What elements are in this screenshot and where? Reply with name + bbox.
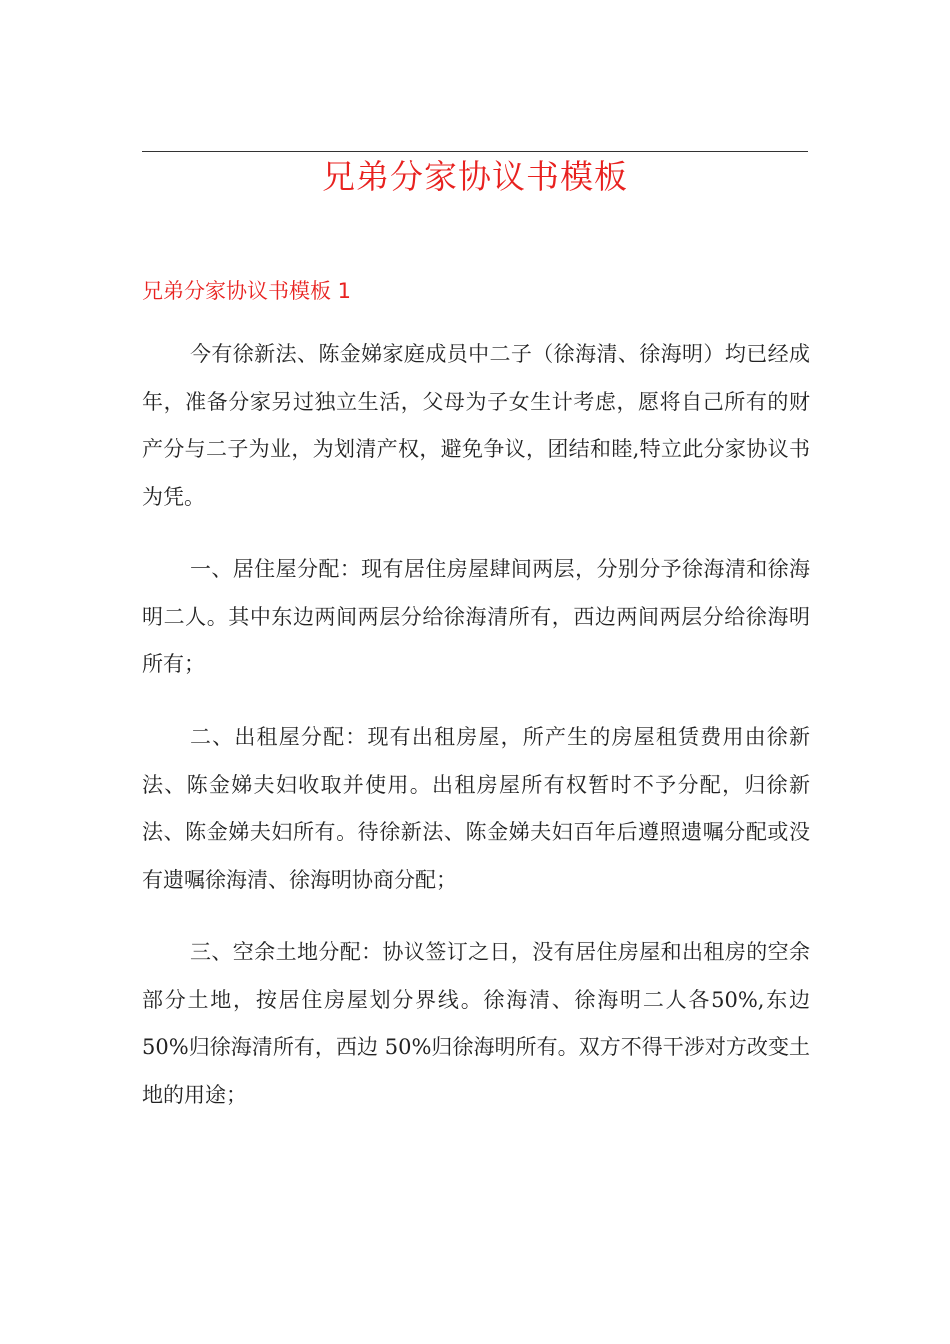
section-heading: 兄弟分家协议书模板 1 (142, 279, 352, 303)
paragraph-intro: 今有徐新法、陈金娣家庭成员中二子（徐海清、徐海明）均已经成年，准备分家另过独立生活，父母为子女生计考虑，愿将自己所有的财产分与二子为业，为划清产权，避免争议，团结和睦,特立此分家协议书为凭。 (142, 342, 810, 509)
document-title: 兄弟分家协议书模板 (322, 157, 628, 196)
paragraph-land-allocation: 三、空余土地分配：协议签订之日，没有居住房屋和出租房的空余部分土地，按居住房屋划分界线。徐海清、徐海明二人各50%,东边 50%归徐海清所有，西边 50%归徐海明所有。双方不得干涉对方改变土地的用途； (142, 940, 810, 1107)
paragraph-rental-allocation: 二、出租屋分配：现有出租房屋，所产生的房屋租赁费用由徐新法、陈金娣夫妇收取并使用。出租房屋所有权暂时不予分配，归徐新法、陈金娣夫妇所有。待徐新法、陈金娣夫妇百年后遵照遗嘱分配或没有遗嘱徐海清、徐海明协商分配； (142, 725, 810, 892)
paragraph-residence-allocation: 一、居住屋分配：现有居住房屋肆间两层，分别分予徐海清和徐海明二人。其中东边两间两层分给徐海清所有，西边两间两层分给徐海明所有； (142, 557, 810, 676)
